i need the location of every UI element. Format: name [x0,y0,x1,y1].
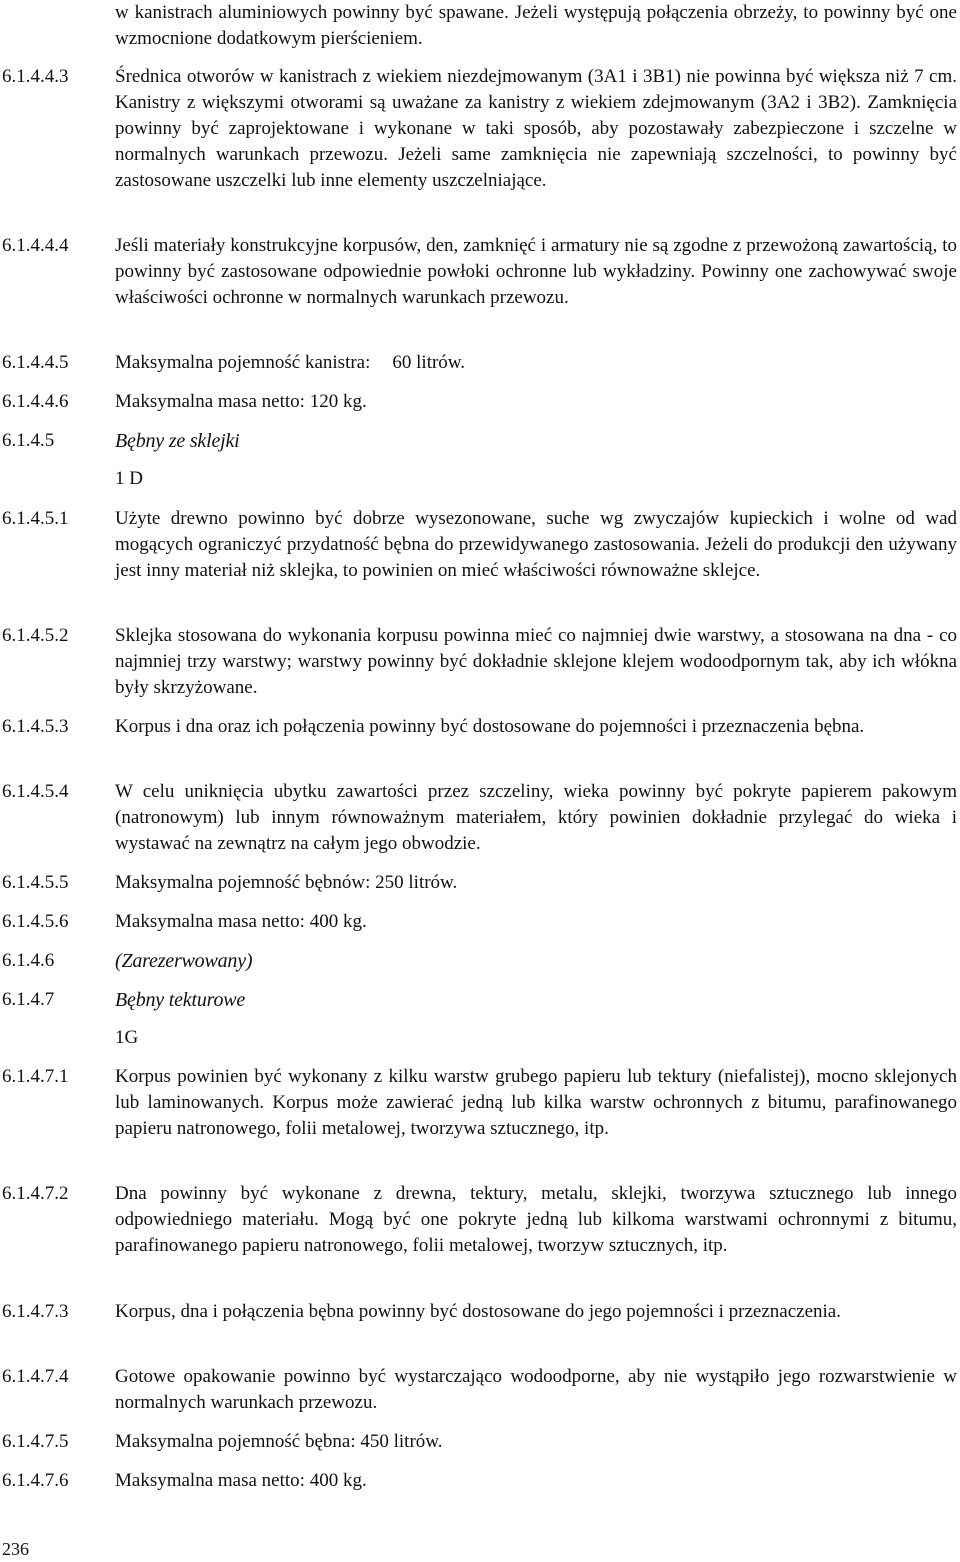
capacity-value: 60 litrów. [392,352,466,373]
section-text: Maksymalna masa netto: 120 kg. [115,391,367,412]
section-number: 6.1.4.7.3 [2,1301,69,1322]
section-text: Sklejka stosowana do wykonania korpusu powinna mieć co najmniej dwie warstwy, a stosowana na dna - co najmniej trzy warstwy; warstwy powinny być dokładnie sklejone klejem wodoodpornym tak, aby ich włókna były skrzyżowane. [115,625,957,698]
section-text: W celu uniknięcia ubytku zawartości przez szczeliny, wieka powinny być pokryte papierem pakowym (natronowym) lub innym równoważnym materiałem, który powinien dokładnie przylegać do wieka i wystawać na zewnątrz na całym jego obwodzie. [115,781,957,854]
section-text: Maksymalna pojemność bębnów: 250 litrów. [115,872,458,893]
section-heading: Bębny ze sklejki [115,430,240,452]
section-number: 6.1.4.7.2 [2,1183,69,1204]
section-text [115,350,957,376]
section-text: Dna powinny być wykonane z drewna, tektury, metalu, sklejki, tworzywa sztucznego lub innego odpowiedniego materiału. Mogą być one pokryte jedną lub kilkoma warstwami ochronnymi z bitumu, parafinowanego papieru natronowego, folii metalowej, tworzyw sztucznych, itp. [115,1183,957,1256]
section-number: 6.1.4.5.6 [2,911,69,932]
section-number: 6.1.4.5.3 [2,716,69,737]
section-text: Średnica otworów w kanistrach z wiekiem niezdejmowanym (3A1 i 3B1) nie powinna być większa niż 7 cm. Kanistry z większymi otworami są uważane za kanistry z wiekiem zdejmowanym (3A2 i 3B2). Zamknięcia powinny być zaprojektowane i wykonane w taki sposób, aby pozostawały zabezpieczone i szczelne w normalnych warunkach przewozu. Jeżeli same zamknięcia nie zapewniają szczelności, to powinny być zastosowane uszczelki lub inne elementy uszczelniające. [115,66,957,191]
section-heading: Bębny tekturowe [115,989,246,1011]
section-number: 6.1.4.7.4 [2,1366,69,1387]
packaging-code: 1 D [115,468,143,489]
section-number: 6.1.4.4.3 [2,66,69,87]
section-number: 6.1.4.4.4 [2,235,69,256]
section-number: 6.1.4.7.6 [2,1470,69,1491]
section-number: 6.1.4.7.5 [2,1431,69,1452]
section-number: 6.1.4.5.2 [2,625,69,646]
section-text: Użyte drewno powinno być dobrze wysezonowane, suche wg zwyczajów kupieckich i wolne od wad mogących ograniczyć przydatność bębna do przewidywanego zastosowania. Jeżeli do produkcji den używany jest inny materiał niż sklejka, to powinien on mieć właściwości równoważne sklejce. [115,508,957,581]
section-text: Korpus powinien być wykonany z kilku warstw grubego papieru lub tektury (niefalistej), mocno sklejonych lub laminowanych. Korpus może zawierać jedną lub kilka warstw ochronnych z bitumu, parafinowanego papieru natronowego, folii metalowej, tworzywa sztucznego, itp. [115,1066,957,1139]
section-number: 6.1.4.7.1 [2,1066,69,1087]
section-number: 6.1.4.6 [2,950,55,971]
capacity-label: Maksymalna pojemność kanistra: [115,352,371,373]
section-text: Korpus i dna oraz ich połączenia powinny być dostosowane do pojemności i przeznaczenia bębna. [115,716,865,737]
page-number: 236 [2,1539,29,1559]
packaging-code: 1G [115,1027,139,1048]
section-text: Maksymalna masa netto: 400 kg. [115,911,367,932]
section-number: 6.1.4.5.1 [2,508,69,529]
section-text: Gotowe opakowanie powinno być wystarczająco wodoodporne, aby nie wystąpiło jego rozwarstwienie w normalnych warunkach przewozu. [115,1366,957,1413]
section-number: 6.1.4.4.6 [2,391,69,412]
section-text: Maksymalna masa netto: 400 kg. [115,1470,367,1491]
section-number: 6.1.4.5.5 [2,872,69,893]
section-number: 6.1.4.4.5 [2,352,69,373]
section-number: 6.1.4.5 [2,430,55,451]
section-heading: (Zarezerwowany) [115,950,253,972]
section-number: 6.1.4.7 [2,989,55,1010]
section-text: Korpus, dna i połączenia bębna powinny być dostosowane do jego pojemności i przeznaczenia. [115,1301,841,1322]
section-text: Maksymalna pojemność bębna: 450 litrów. [115,1431,443,1452]
section-number: 6.1.4.5.4 [2,781,69,802]
intro-text: w kanistrach aluminiowych powinny być spawane. Jeżeli występują połączenia obrzeży, to powinny być one wzmocnione dodatkowym pierścieniem. [115,2,957,49]
section-text: Jeśli materiały konstrukcyjne korpusów, den, zamknięć i armatury nie są zgodne z przewożoną zawartością, to powinny być zastosowane odpowiednie powłoki ochronne lub wykładziny. Powinny one zachowywać swoje właściwości ochronne w normalnych warunkach przewozu. [115,235,957,308]
